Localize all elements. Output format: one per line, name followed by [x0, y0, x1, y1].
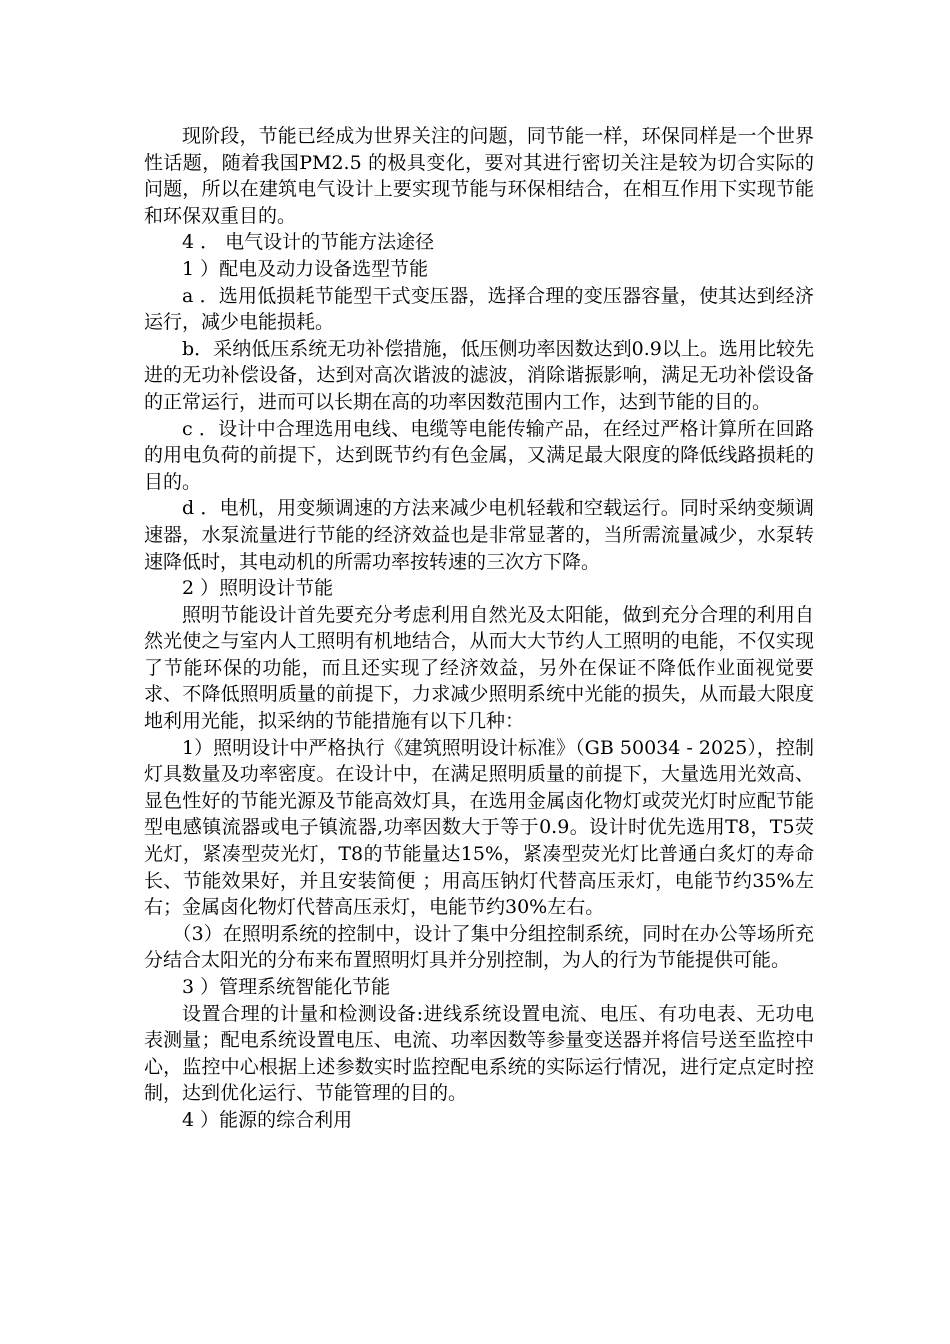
- paragraph-intro: 现阶段，节能已经成为世界关注的问题，同节能一样，环保同样是一个世界性话题，随着我国PM2.5 的极具变化，要对其进行密切关注是较为切合实际的问题，所以在建筑电气设计上要实现节能与环保相结合，在相互作用下实现节能和环保双重目的。: [144, 125, 814, 227]
- document-page: [144, 123, 814, 1134]
- heading-subsection-2: 2 ）照明设计节能: [182, 577, 334, 600]
- paragraph-item-d: d ．电机，用变频调速的方法来减少电机轻载和空载运行。同时采纳变频调速器，水泵流量进行节能的经济效益也是非常显著的，当所需流量减少，水泵转速降低时，其电动机的所需功率按转速的三次方下降。: [144, 497, 814, 573]
- paragraph-item-c: c ．设计中合理选用电线、电缆等电能传输产品，在经过严格计算所在回路的用电负荷的前提下，达到既节约有色金属，又满足最大限度的降低线路损耗的目的。: [144, 417, 814, 493]
- heading-subsection-4: 4 ）能源的综合利用: [182, 1108, 353, 1131]
- heading-subsection-3: 3 ）管理系统智能化节能: [182, 976, 391, 998]
- paragraph-lighting-item-3: （3）在照明系统的控制中，设计了集中分组控制系统，同时在办公等场所充分结合太阳光的分布来布置照明灯具并分别控制，为人的行为节能提供可能。: [144, 922, 814, 972]
- paragraph-lighting-intro: 照明节能设计首先要充分考虑利用自然光及太阳能，做到充分合理的利用自然光使之与室内人工照明有机地结合，从而大大节约人工照明的电能，不仅实现了节能环保的功能，而且还实现了经济效益，另外在保证不降低作业面视觉要求、不降低照明质量的前提下，力求减少照明系统中光能的损失，从而最大限度地利用光能，拟采纳的节能措施有以下几种：: [144, 603, 814, 733]
- paragraph-item-a: a ．选用低损耗节能型干式变压器，选择合理的变压器容量，使其达到经济运行，减少电能损耗。: [144, 284, 814, 334]
- heading-subsection-1: 1 ）配电及动力设备选型节能: [182, 257, 429, 280]
- paragraph-item-b: b．采纳低压系统无功补偿措施，低压侧功率因数达到0.9以上。选用比较先进的无功补偿设备，达到对高次谐波的滤波，消除谐振影响，满足无功补偿设备的正常运行，进而可以长期在高的功率因数范围内工作，达到节能的目的。: [144, 337, 814, 413]
- paragraph-lighting-item-1: 1）照明设计中严格执行《建筑照明设计标准》（GB 50034 - 2025），控制灯具数量及功率密度。在设计中，在满足照明质量的前提下，大量选用光效高、显色性好的节能光源及节能高效灯具，在选用金属卤化物灯或荧光灯时应配节能型电感镇流器或电子镇流器,功率因数大于等于0.9。设计时优先选用T8，T5荧光灯，紧凑型荧光灯，T8的节能量达15%，紧凑型荧光灯比普通白炙灯的寿命长、节能效果好，并且安装简便 ；用高压钠灯代替高压汞灯，电能节约35%左右；金属卤化物灯代替高压汞灯，电能节约30%左右。: [144, 736, 814, 919]
- paragraph-management: 设置合理的计量和检测设备:进线系统设置电流、电压、有功电表、无功电表测量；配电系统设置电压、电流、功率因数等参量变送器并将信号送至监控中心，监控中心根据上述参数实时监控配电系统的实际运行情况，进行定点定时控制，达到优化运行、节能管理的目的。: [144, 1002, 814, 1105]
- heading-section-4: 4 ． 电气设计的节能方法途径: [182, 231, 435, 254]
